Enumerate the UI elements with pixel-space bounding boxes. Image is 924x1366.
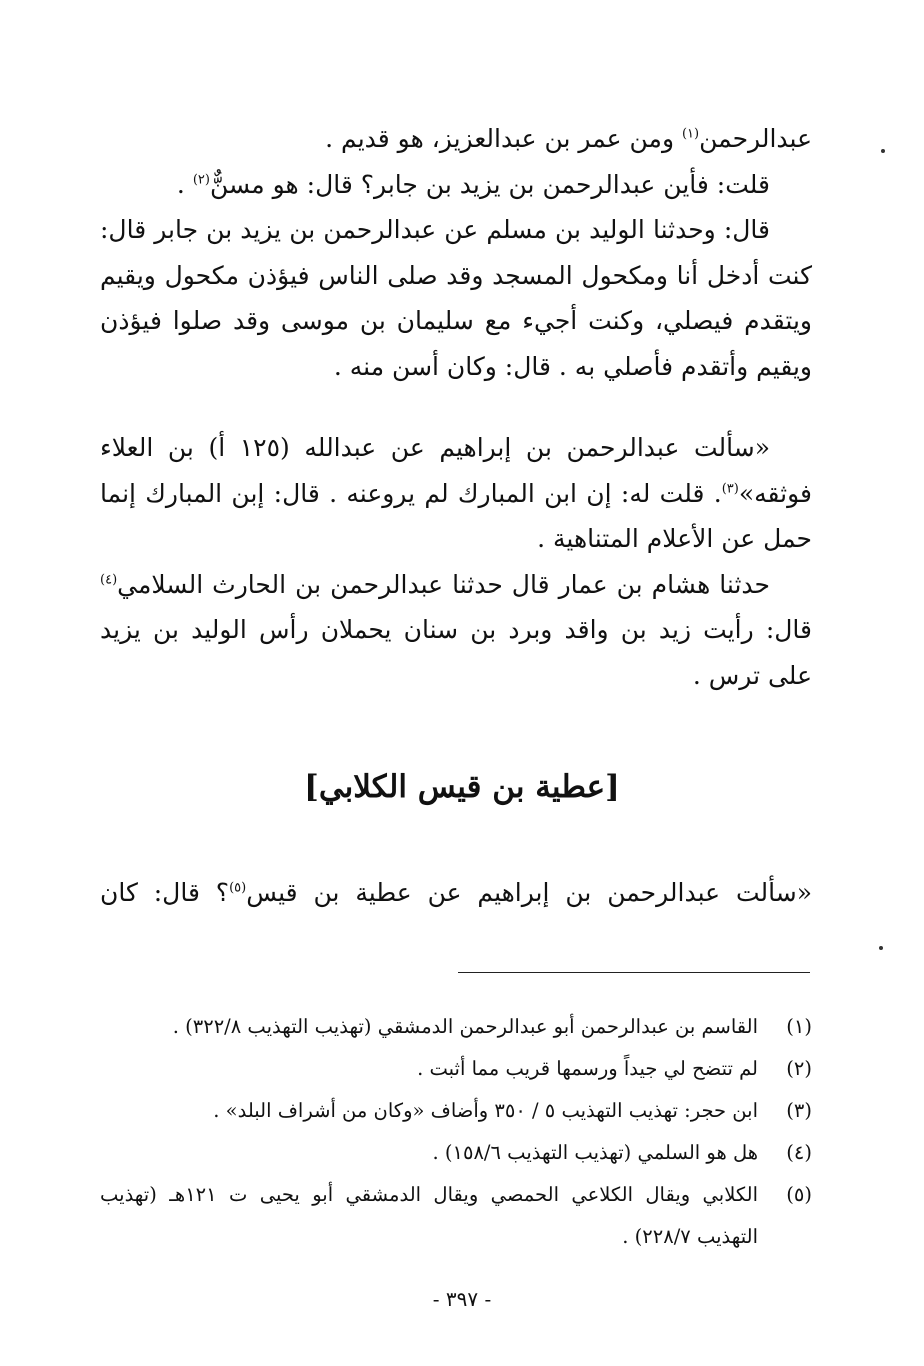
paragraph: قال: وحدثنا الوليد بن مسلم عن عبدالرحمن بن يزيد بن جابر قال: كنت أدخل أنا ومكحول المسجد وقد صلى الناس فيؤذن مكحول ويقيم ويتقدم فيصلي، وكنت أجيء مع سليمان بن موسى وقد صلوا فيؤذن ويقيم وأتقدم فأصلي به . قال: وكان أسن منه . bbox=[100, 215, 812, 381]
ink-speck bbox=[879, 946, 883, 950]
footnote-number: (٤) bbox=[786, 1141, 812, 1164]
footnote-number: (٥) bbox=[786, 1183, 812, 1206]
footnote-number: (٢) bbox=[786, 1057, 812, 1080]
footnote-marker: (٣) bbox=[721, 481, 739, 497]
footnote-text: لم تتضح لي جيداً ورسمها قريب مما أثبت . bbox=[417, 1057, 758, 1080]
footnote-text: الكلابي ويقال الكلاعي الحمصي ويقال الدمشقي أبو يحيى ت ١٢١هـ (تهذيب التهذيب ٢٢٨/٧) . bbox=[100, 1183, 758, 1248]
ink-speck bbox=[881, 149, 885, 153]
footnote bbox=[100, 1048, 812, 1090]
section-opening-line: «سألت عبدالرحمن بن إبراهيم عن عطية بن قيس$^{(٥)}$؟ قال: كان bbox=[100, 878, 812, 907]
footnote-marker: (٥) bbox=[229, 880, 247, 896]
paragraph: «سألت عبدالرحمن بن إبراهيم عن عبدالله (١٢٥ أ) بن العلاء فوثقه»$^{(٣)}$. قلت له: إن ابن المبارك لم يروعنه . قال: إبن المبارك إنما حمل عن الأعلام المتناهية . bbox=[100, 433, 812, 553]
main-text bbox=[100, 116, 812, 698]
footnote-text: هل هو السلمي (تهذيب التهذيب ١٥٨/٦) . bbox=[432, 1141, 758, 1164]
footnote-number: (٣) bbox=[786, 1099, 812, 1122]
footnote bbox=[100, 1006, 812, 1048]
paragraph-gap bbox=[100, 389, 812, 425]
footnote-marker: (٢) bbox=[192, 172, 210, 188]
footnote-text: ابن حجر: تهذيب التهذيب ٥ / ٣٥٠ وأضاف «وكان من أشراف البلد» . bbox=[213, 1099, 758, 1122]
footnote-number: (١) bbox=[786, 1015, 812, 1038]
footnote-marker: (٤) bbox=[100, 572, 118, 588]
text-line: عبدالرحمن$^{(١)}$ ومن عمر بن عبدالعزيز، هو قديم . bbox=[325, 124, 812, 153]
footnote-marker: (١) bbox=[681, 126, 700, 142]
footnotes bbox=[100, 1006, 812, 1258]
footnote bbox=[100, 1132, 812, 1174]
footnote bbox=[100, 1174, 812, 1258]
page-number: - ٣٩٧ - bbox=[432, 1287, 492, 1311]
section-heading: [عطية بن قيس الكلابي] bbox=[304, 769, 620, 805]
paragraph: حدثنا هشام بن عمار قال حدثنا عبدالرحمن بن الحارث السلامي$^{(٤)}$ قال: رأيت زيد بن واقد وبرد بن سنان يحملان رأس الوليد بن يزيد على ترس . bbox=[100, 569, 812, 690]
footnote-text: القاسم بن عبدالرحمن أبو عبدالرحمن الدمشقي (تهذيب التهذيب ٣٢٢/٨) . bbox=[172, 1015, 758, 1038]
text-line: قلت: فأين عبدالرحمن بن يزيد بن جابر؟ قال: هو مسنٌّ$^{(٢)}$ . bbox=[176, 169, 770, 199]
footnote bbox=[100, 1090, 812, 1132]
footnote-separator bbox=[458, 972, 810, 973]
